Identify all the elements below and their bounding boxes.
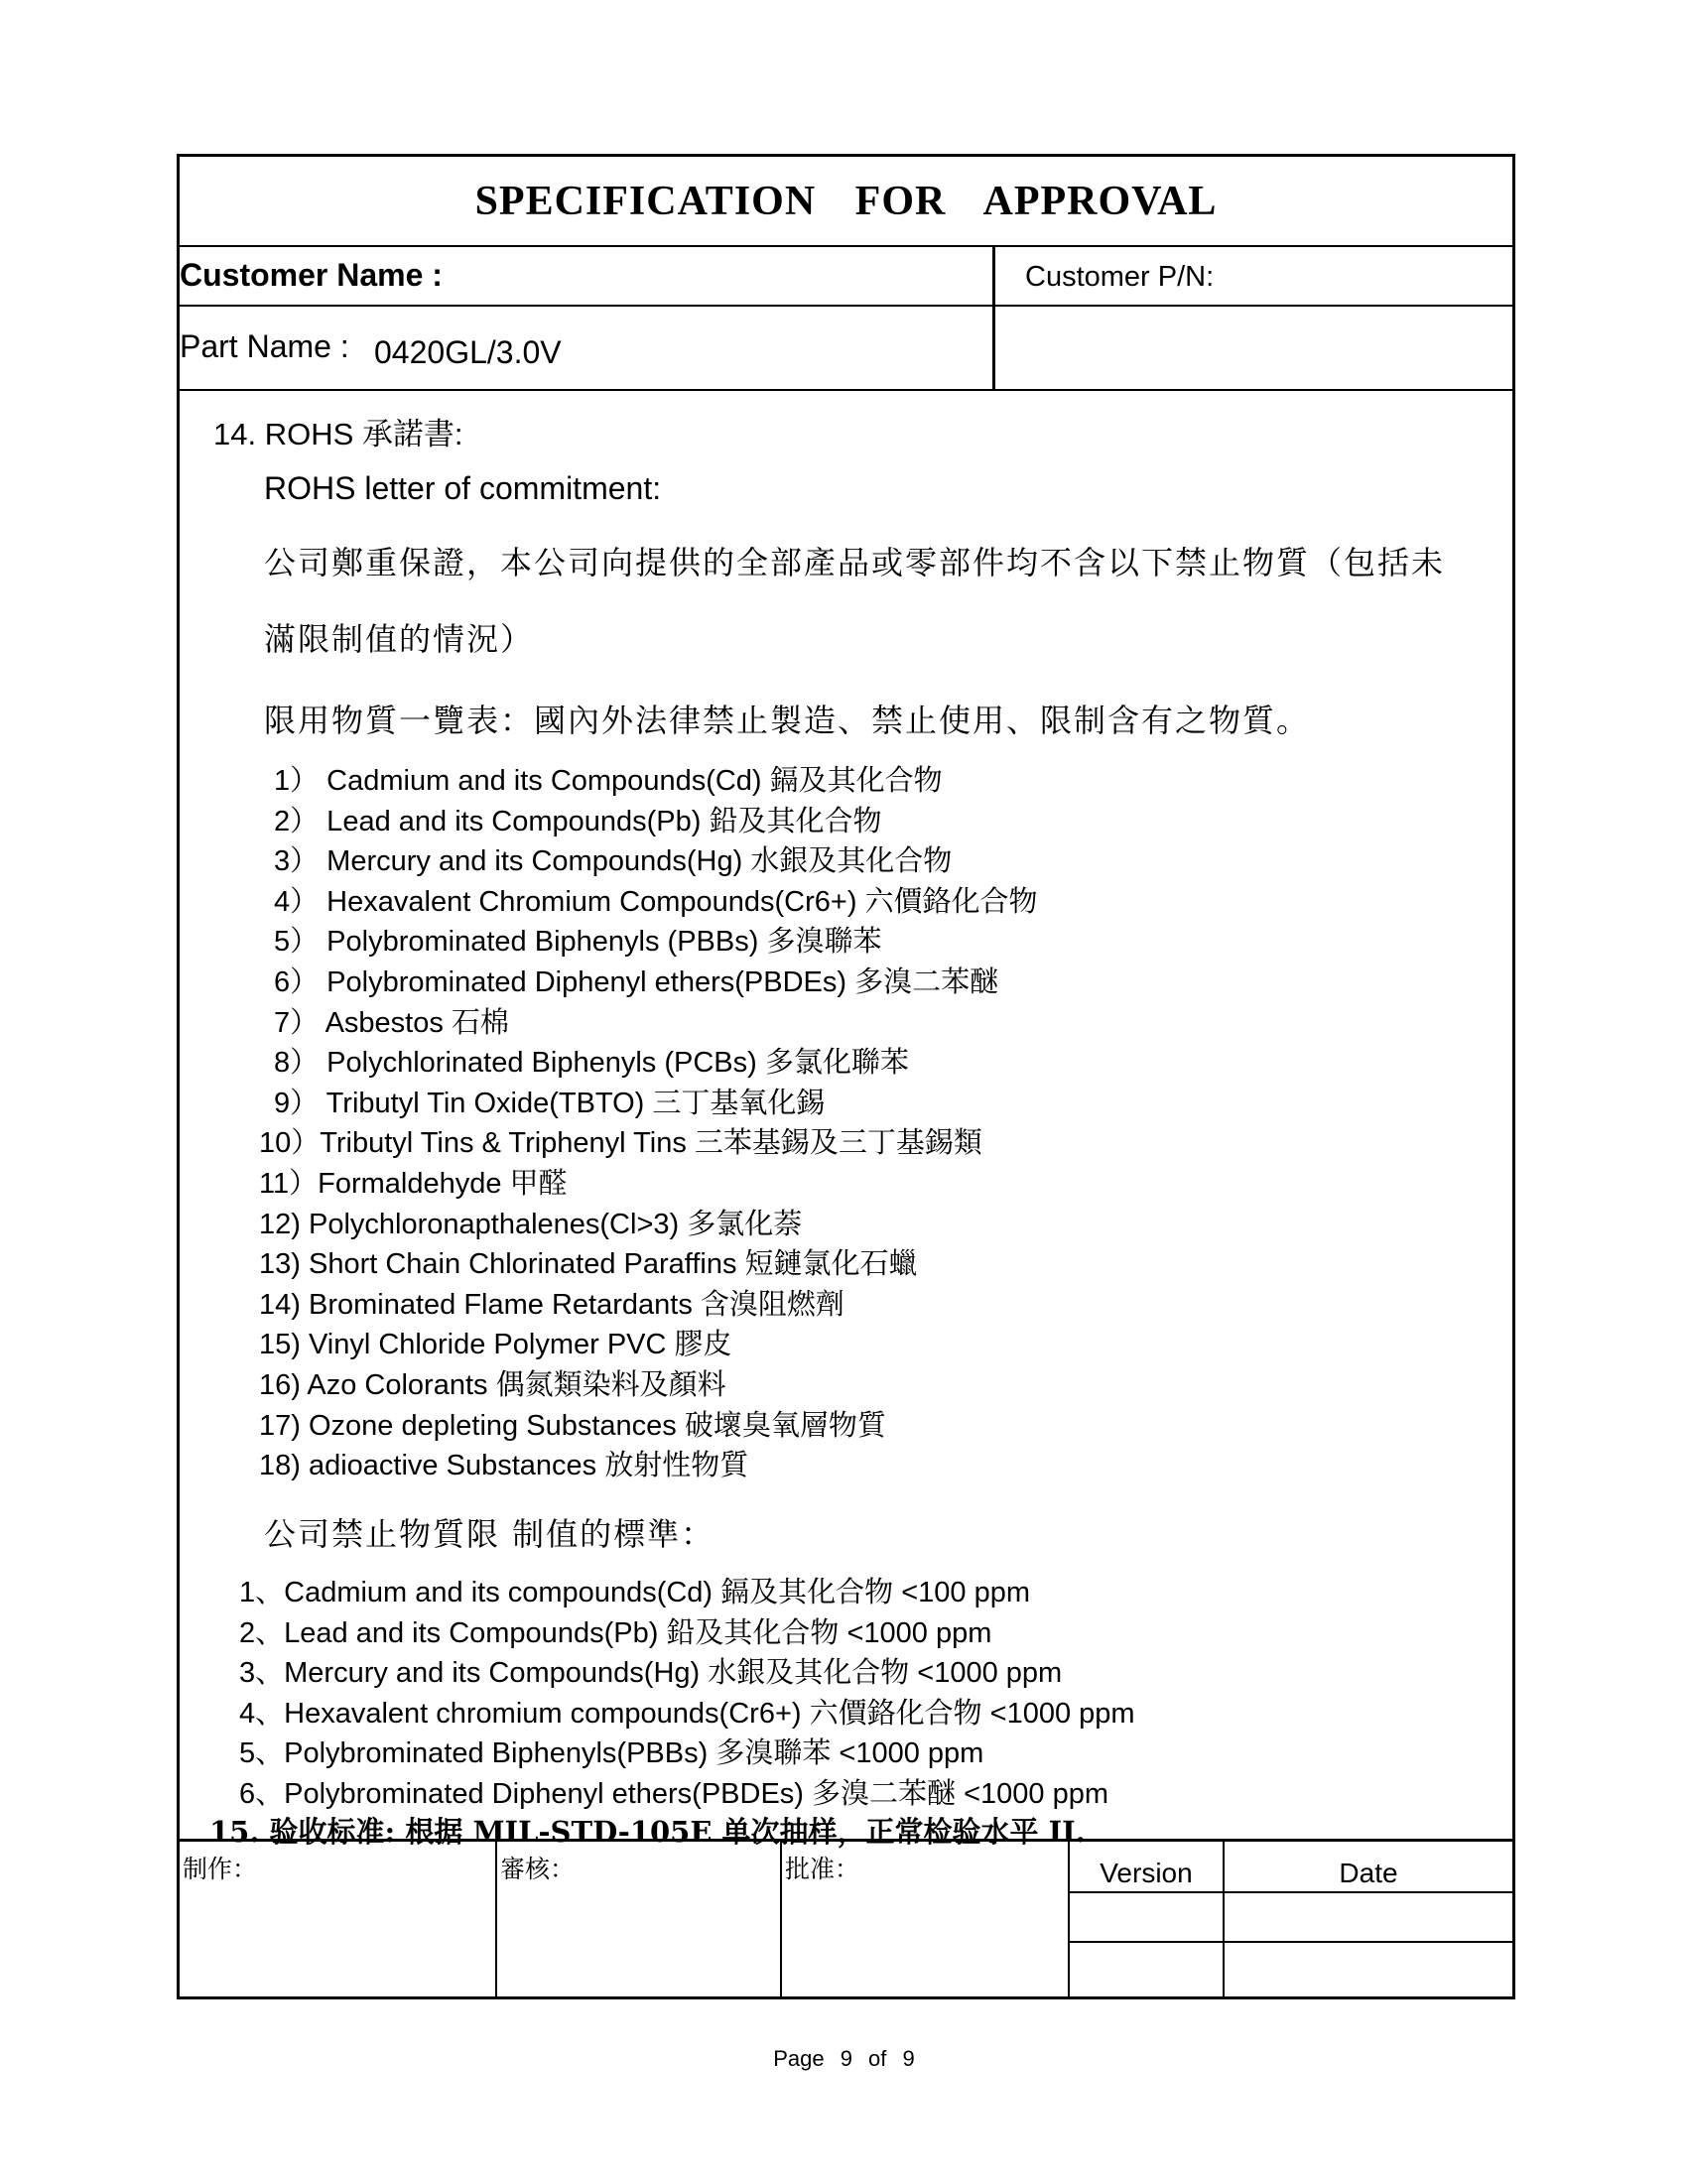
limit-item: 1、Cadmium and its compounds(Cd) 鎘及其化合物 <100 ppm bbox=[239, 1577, 1030, 1608]
substance-item: 7） Asbestos 石棉 bbox=[274, 1006, 509, 1039]
substance-item: 1） Cadmium and its Compounds(Cd) 鎘及其化合物 bbox=[274, 765, 943, 797]
page-number: Page 9 of 9 bbox=[773, 2046, 915, 2071]
substance-item: 4） Hexavalent Chromium Compounds(Cr6+) 六價鉻化合物 bbox=[274, 885, 1038, 918]
substance-item: 14) Brominated Flame Retardants 含溴阻燃劑 bbox=[259, 1288, 844, 1321]
reviewed-by-label: 審核： bbox=[500, 1855, 576, 1883]
limit-item: 4、Hexavalent chromium compounds(Cr6+) 六價鉻化合物 <1000 ppm bbox=[239, 1697, 1135, 1730]
substance-item: 2） Lead and its Compounds(Pb) 鉛及其化合物 bbox=[274, 805, 882, 837]
part-name-value: 0420GL/3.0V bbox=[374, 334, 562, 370]
customer-name-label: Customer Name : bbox=[180, 257, 443, 293]
limit-item: 6、Polybrominated Diphenyl ethers(PBDEs) 多溴二苯醚 <1000 ppm bbox=[239, 1778, 1109, 1810]
date-column bbox=[1225, 1842, 1512, 1996]
substance-item: 9） Tributyl Tin Oxide(TBTO) 三丁基氧化錫 bbox=[274, 1087, 826, 1119]
version-header: Version bbox=[1100, 1858, 1193, 1888]
section-body bbox=[180, 391, 1512, 1850]
substance-item: 16) Azo Colorants 偶氮類染料及顏料 bbox=[259, 1369, 726, 1401]
substance-item: 3） Mercury and its Compounds(Hg) 水銀及其化合物 bbox=[274, 845, 953, 878]
version-column bbox=[1070, 1842, 1225, 1996]
section-15-acceptance-standard: 15. 验收标准: 根据 MIL-STD-105E 单次抽样，正常检验水平 II. bbox=[209, 1815, 1086, 1849]
customer-row bbox=[180, 247, 1512, 307]
customer-pn-cell bbox=[995, 247, 1512, 305]
date-header: Date bbox=[1339, 1858, 1398, 1888]
customer-name-cell bbox=[180, 247, 995, 305]
made-by-label: 制作： bbox=[183, 1855, 258, 1883]
limit-item: 5、Polybrominated Biphenyls(PBBs) 多溴聯苯 <1000 ppm bbox=[239, 1737, 984, 1770]
commitment-statement-line-2: 滿限制值的情況） bbox=[264, 620, 535, 658]
substance-item: 17) Ozone depleting Substances 破壞臭氧層物質 bbox=[259, 1409, 886, 1442]
approved-by-label: 批准： bbox=[785, 1855, 860, 1883]
approved-by-cell bbox=[782, 1842, 1070, 1996]
substance-item: 12) Polychloronapthalenes(Cl>3) 多氯化萘 bbox=[259, 1208, 803, 1240]
substance-item: 18) adioactive Substances 放射性物質 bbox=[259, 1450, 749, 1482]
spec-sheet bbox=[177, 154, 1515, 1999]
substance-item: 8） Polychlorinated Biphenyls (PCBs) 多氯化聯苯 bbox=[274, 1047, 909, 1080]
signoff-footer bbox=[180, 1839, 1512, 1996]
part-row bbox=[180, 307, 1512, 391]
substance-item: 10）Tributyl Tins & Triphenyl Tins 三苯基錫及三丁基錫類 bbox=[259, 1127, 982, 1160]
commitment-statement-line-1: 公司鄭重保證，本公司向提供的全部產品或零部件均不含以下禁止物質（包括未 bbox=[264, 544, 1446, 581]
limit-item: 2、Lead and its Compounds(Pb) 鉛及其化合物 <1000 ppm bbox=[239, 1616, 992, 1649]
section-14-heading: 14. ROHS 承諾書: bbox=[213, 417, 463, 451]
substance-item: 6） Polybrominated Diphenyl ethers(PBDEs) 多溴二苯醚 bbox=[274, 966, 999, 998]
substance-item: 15) Vinyl Chloride Polymer PVC 膠皮 bbox=[259, 1329, 732, 1361]
reviewed-by-cell bbox=[497, 1842, 782, 1996]
limit-item: 3、Mercury and its Compounds(Hg) 水銀及其化合物 <1000 ppm bbox=[239, 1657, 1063, 1690]
substance-item: 13) Short Chain Chlorinated Paraffins 短鏈氯化石蠟 bbox=[259, 1248, 918, 1281]
customer-pn-label: Customer P/N: bbox=[1025, 261, 1215, 293]
part-blank-cell bbox=[995, 307, 1512, 389]
version-cell-1 bbox=[1070, 1891, 1223, 1941]
restricted-list-title: 限用物質一覽表：國內外法律禁止製造、禁止使用、限制含有之物質。 bbox=[264, 702, 1311, 739]
limits-title: 公司禁止物質限 制值的標準： bbox=[264, 1515, 715, 1553]
version-cell-2 bbox=[1070, 1941, 1223, 1996]
part-name-label: Part Name : bbox=[180, 328, 349, 364]
date-cell-2 bbox=[1225, 1941, 1512, 1996]
substance-item: 11）Formaldehyde 甲醛 bbox=[259, 1168, 568, 1200]
made-by-cell bbox=[180, 1842, 497, 1996]
part-name-cell bbox=[180, 307, 995, 389]
substance-item: 5） Polybrominated Biphenyls (PBBs) 多溴聯苯 bbox=[274, 926, 882, 959]
document-title: SPECIFICATION FOR APPROVAL bbox=[180, 157, 1512, 247]
date-cell-1 bbox=[1225, 1891, 1512, 1941]
section-14-subheading: ROHS letter of commitment: bbox=[264, 470, 662, 506]
